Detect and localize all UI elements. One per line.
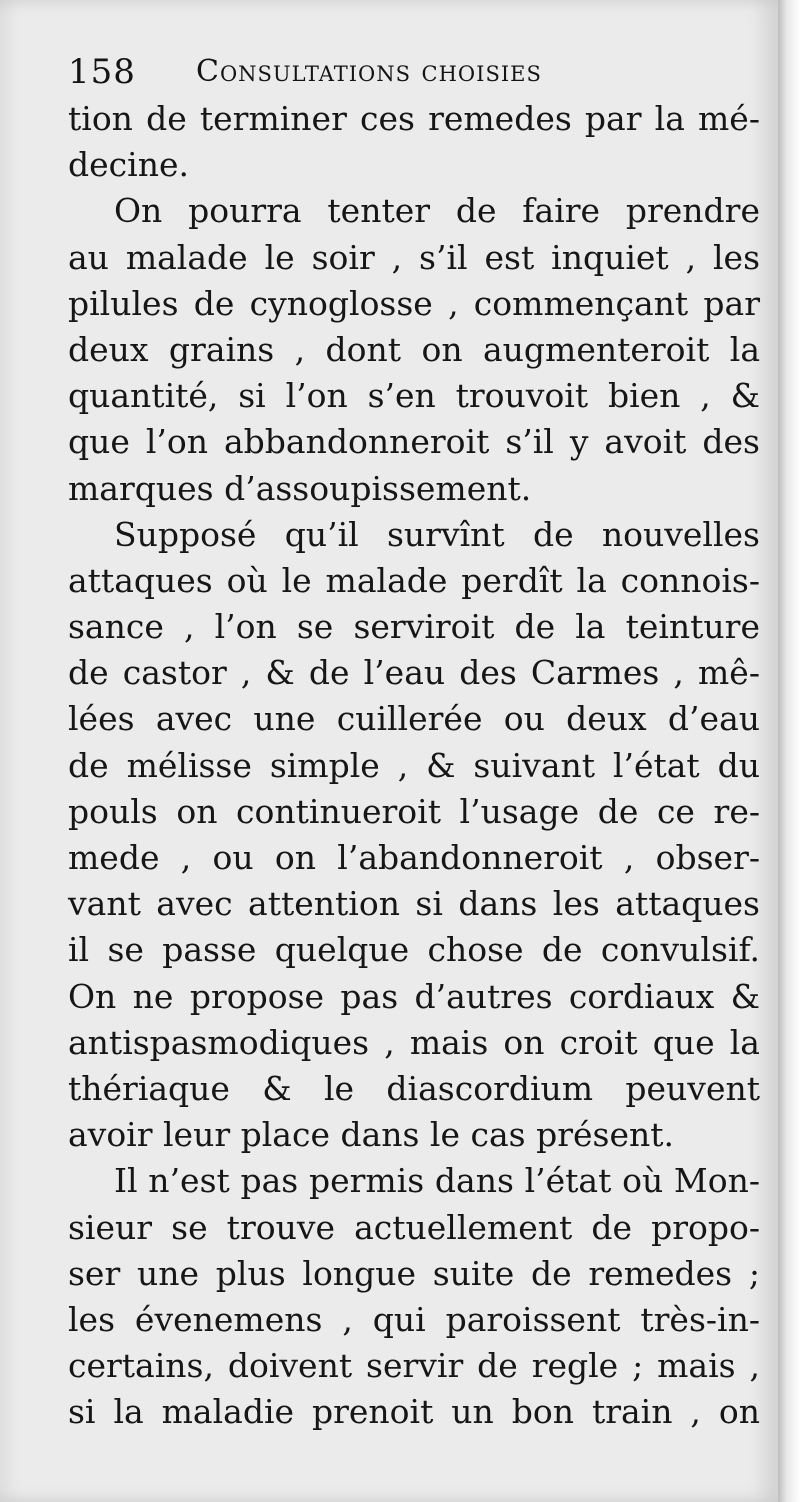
text-line: attaques où le malade perdît la connois- [68,560,760,600]
text-line: il se passe quelque chose de convulsif. [68,930,760,970]
text-line: les évenemens , qui paroissent très-in- [68,1299,760,1339]
text-line: pilules de cynoglosse , commençant par [68,283,760,323]
text-line: avoir leur place dans le cas présent. [68,1115,674,1155]
text-line: marques d’assoupissement. [68,468,532,508]
text-line: decine. [68,145,189,185]
text-line: deux grains , dont on augmenteroit la [68,329,760,369]
text-line: sance , l’on se serviroit de la teinture [68,607,760,647]
text-line: thériaque & le diascordium peuvent [68,1068,760,1108]
page-number: 158 [68,52,136,92]
text-line: certains, doivent servir de regle ; mais , [68,1346,760,1386]
paragraph-start-line: Il n’est pas permis dans l’état où Mon- [114,1161,760,1201]
body-text [68,96,760,1435]
text-line: quantité, si l’on s’en trouvoit bien , & [68,376,760,416]
text-line: mede , ou on l’abandonneroit , obser- [68,838,760,877]
text-line: si la maladie prenoit un bon train , on [68,1392,760,1432]
running-title: Consultations choisies [196,54,542,89]
paragraph-start-line: On pourra tenter de faire prendre [114,191,760,231]
text-line: de mélisse simple , & suivant l’état du [68,745,760,785]
text-line: pouls on continueroit l’usage de ce re- [68,791,760,831]
text-line: antispasmodiques , mais on croit que la [68,1022,760,1062]
text-line: au malade le soir , s’il est inquiet , les [68,237,760,277]
text-line: tion de terminer ces remedes par la mé- [68,99,760,138]
text-line: lées avec une cuillerée ou deux d’eau [68,699,760,739]
text-line: que l’on abbandonneroit s’il y avoit des [68,422,760,462]
paragraph-start-line: Supposé qu’il survînt de nouvelles [114,514,760,554]
text-line: sieur se trouve actuellement de propo- [68,1207,760,1247]
text-line: vant avec attention si dans les attaques [68,884,760,924]
page-header [68,48,758,98]
text-line: ser une plus longue suite de remedes ; [68,1253,760,1293]
text-line: de castor , & de l’eau des Carmes , mê- [68,653,760,693]
page-edge [778,0,800,1502]
text-line: On ne propose pas d’autres cordiaux & [68,976,760,1016]
